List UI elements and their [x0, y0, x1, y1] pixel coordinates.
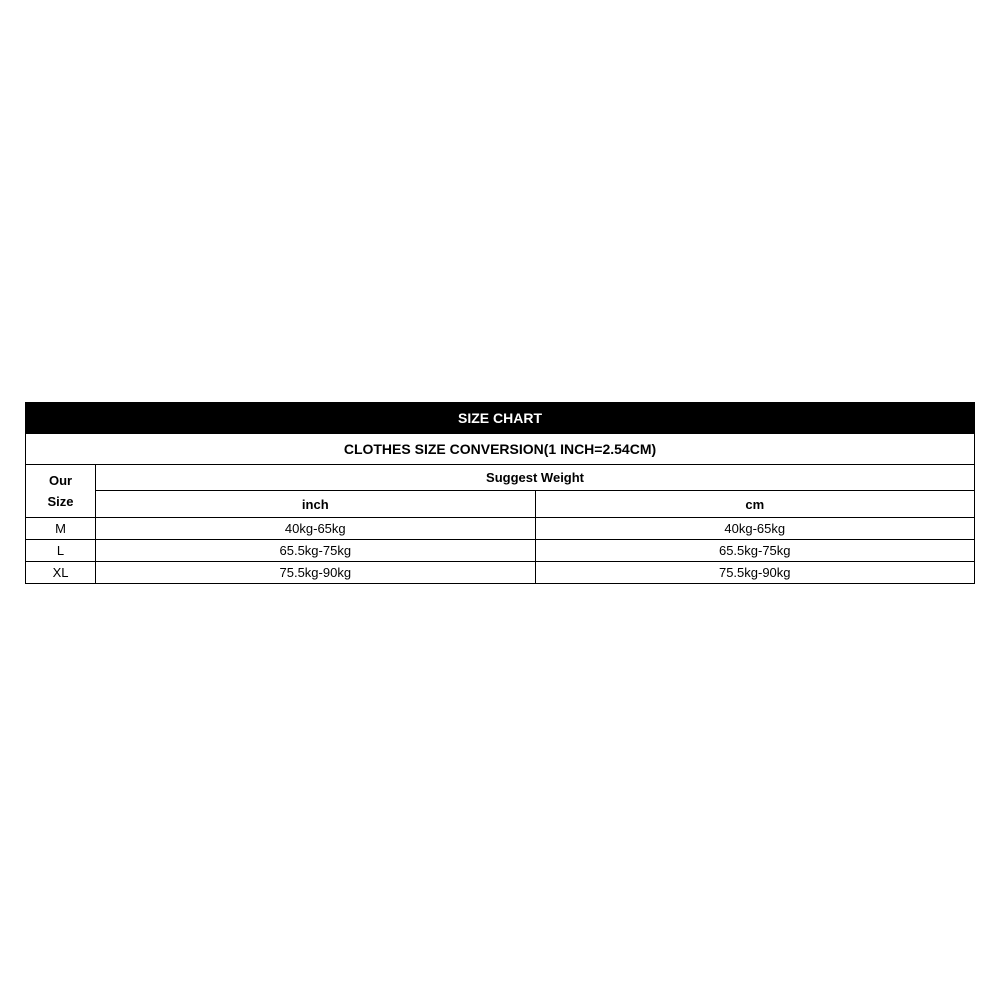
size-cell: L	[26, 540, 96, 562]
inch-cell: 65.5kg-75kg	[96, 540, 535, 562]
inch-cell: 40kg-65kg	[96, 518, 535, 540]
table-row	[26, 518, 975, 540]
title-row	[26, 403, 975, 434]
table-subtitle: CLOTHES SIZE CONVERSION(1 INCH=2.54CM)	[26, 434, 975, 465]
header-row-units	[26, 491, 975, 518]
cm-header: cm	[535, 491, 974, 518]
subtitle-row	[26, 434, 975, 465]
table-row	[26, 562, 975, 584]
our-size-header-line1: Our	[48, 473, 73, 488]
size-cell: XL	[26, 562, 96, 584]
inch-header: inch	[96, 491, 535, 518]
cm-cell: 75.5kg-90kg	[535, 562, 974, 584]
size-cell: M	[26, 518, 96, 540]
our-size-header	[26, 465, 96, 518]
table-row	[26, 540, 975, 562]
header-row-group	[26, 465, 975, 491]
suggest-weight-header: Suggest Weight	[96, 465, 975, 491]
cm-cell: 40kg-65kg	[535, 518, 974, 540]
table-title: SIZE CHART	[26, 403, 975, 434]
inch-cell: 75.5kg-90kg	[96, 562, 535, 584]
our-size-header-line2: Size	[47, 494, 74, 509]
size-chart-table	[25, 402, 975, 584]
cm-cell: 65.5kg-75kg	[535, 540, 974, 562]
